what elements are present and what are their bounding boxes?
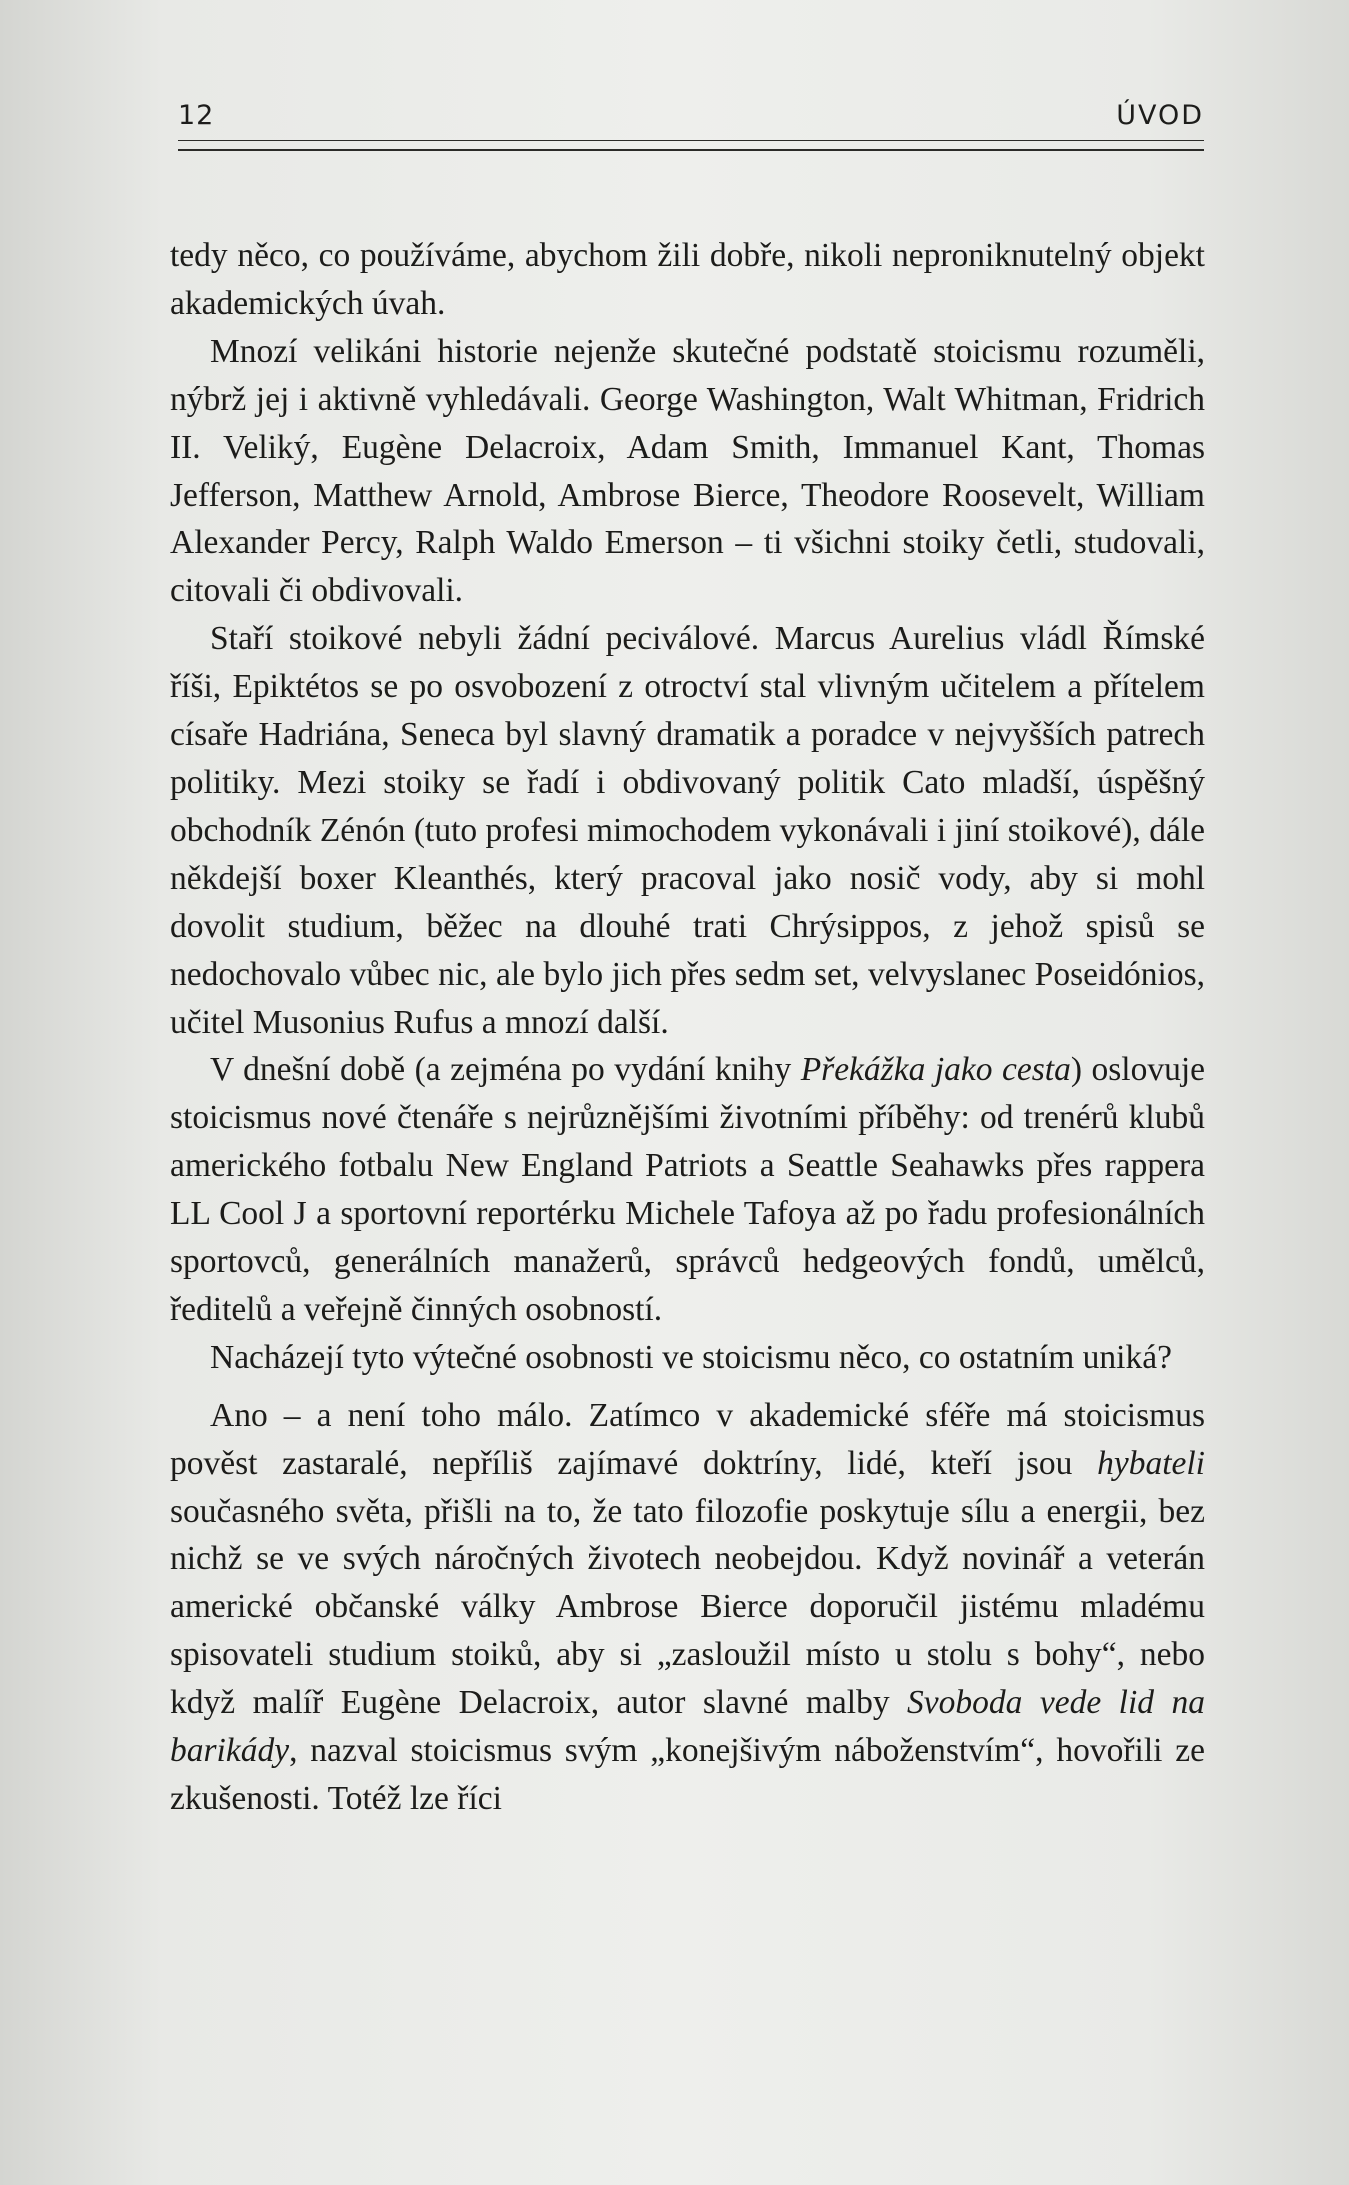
italic-title: hybateli <box>1097 1444 1205 1482</box>
text-run: V dnešní době (a zejména po vydání knihy <box>210 1051 801 1089</box>
text-run: Ano – a není toho málo. Zatímco v akademické sféře má stoicismus pověst zastaralé, nepříliš zajímavé doktríny, lidé, kteří jsou <box>170 1396 1205 1482</box>
text-run: Staří stoikové nebyli žádní peciválové. Marcus Aurelius vládl Římské říši, Epiktétos se po osvobození z otroctví stal vlivným učitelem a přítelem císaře Hadriána, Seneca byl slavný dramatik a poradce v nejvyšších patrech politiky. Mezi stoiky se řadí i obdivovaný politik Cato mladší, úspěšný obchodník Zénón (tuto profesi mimochodem vykonávali i jiní stoikové), dále někdejší boxer Kleanthés, který pracoval jako nosič vody, aby si mohl dovolit studium, běžec na dlouhé trati Chrýsippos, z jehož spisů se nedochovalo vůbec nic, ale bylo jich přes sedm set, velvyslanec Poseidónios, učitel Musonius Rufus a mnozí další. <box>170 620 1205 1041</box>
page-number: 12 <box>178 100 215 131</box>
text-run: Nacházejí tyto výtečné osobnosti ve stoicismu něco, co ostatním uniká? <box>210 1338 1172 1376</box>
text-run: ) oslovuje stoicismus nové čtenáře s nejrůznějšími životními příběhy: od trenérů klubů amerického fotbalu New England Patriots a Seattle Seahawks přes rappera LL Cool J a sportovní reportérku Michele Tafoya až po řadu profesionálních sportovců, generálních manažerů, správců hedgeových fondů, umělců, ředitelů a veřejně činných osobností. <box>170 1051 1205 1328</box>
italic-title: Překážka jako cesta <box>800 1051 1071 1089</box>
header-rule-thin <box>178 140 1204 141</box>
page-header <box>178 96 1204 146</box>
text-run: , nazval stoicismus svým „konejšivým náboženstvím“, hovořili ze zkušenosti. Totéž lze říci <box>170 1732 1205 1817</box>
paragraph-5 <box>170 1334 1205 1382</box>
header-rule-thick <box>178 149 1204 151</box>
text-run: tedy něco, co používáme, abychom žili dobře, nikoli neproniknutelný objekt akademických úvah. <box>170 237 1205 322</box>
running-head: ÚVOD <box>1116 100 1204 131</box>
paragraph-1 <box>170 232 1205 328</box>
paragraph-6 <box>170 1392 1205 1823</box>
paragraph-2 <box>170 328 1205 615</box>
italic-title: Svoboda vede lid na barikády <box>170 1684 1206 1770</box>
paragraph-3 <box>170 615 1205 1046</box>
text-run: současného světa, přišli na to, že tato filozofie poskytuje sílu a energii, bez nichž se ve svých náročných životech neobejdou. Když novinář a veterán americké občanské války Ambrose Bierce doporučil jistému mladému spisovateli studium stoiků, aby si „zasloužil místo u stolu s bohy“, nebo když malíř Eugène Delacroix, autor slavné malby <box>170 1492 1205 1722</box>
body-text <box>170 232 1205 1823</box>
paragraph-4 <box>170 1046 1205 1333</box>
text-run: Mnozí velikáni historie nejenže skutečné podstatě stoicismu rozuměli, nýbrž jej i aktivně vyhledávali. George Washington, Walt Whitman, Fridrich II. Veliký, Eugène Delacroix, Adam Smith, Immanuel Kant, Thomas Jefferson, Matthew Arnold, Ambrose Bierce, Theodore Roosevelt, William Alexander Percy, Ralph Waldo Emerson – ti všichni stoiky četli, studovali, citovali či obdivovali. <box>170 332 1205 610</box>
